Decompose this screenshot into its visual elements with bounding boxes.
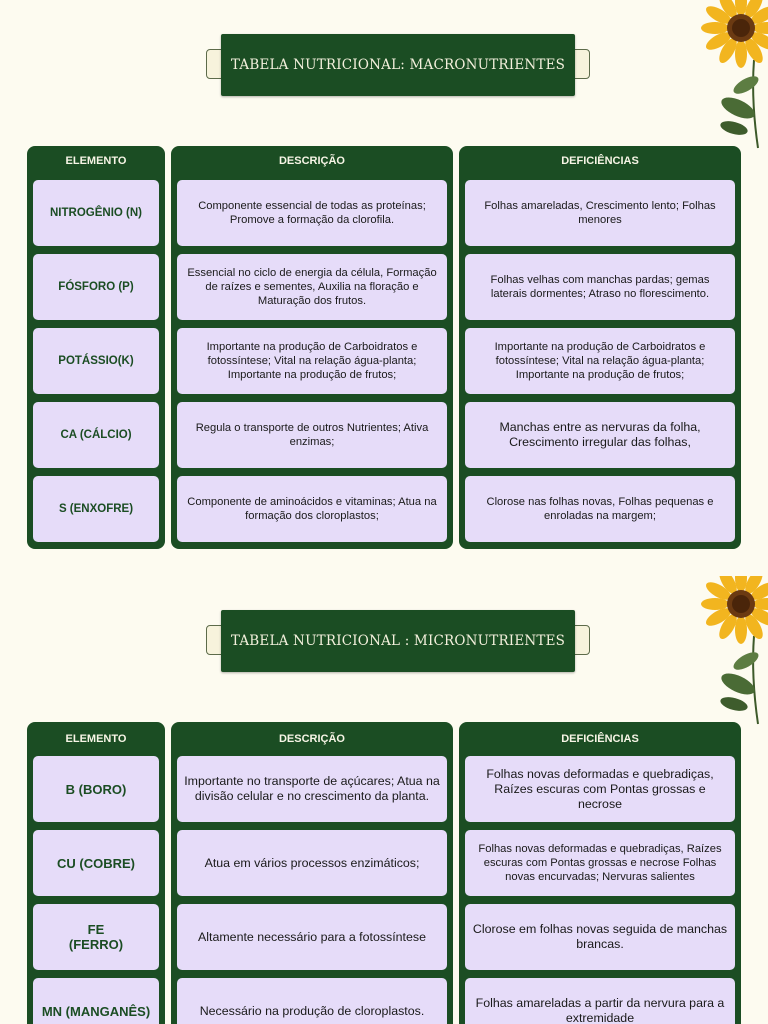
macro-deficiency-column <box>459 146 741 549</box>
sunflower-icon <box>696 0 768 150</box>
macro-element-column <box>27 146 165 549</box>
micro-title: TABELA NUTRICIONAL : MICRONUTRIENTES <box>221 610 575 672</box>
micro-description-cell: Altamente necessário para a fotossíntese <box>177 904 447 970</box>
macro-description-header: DESCRIÇÃO <box>278 155 345 167</box>
macro-deficiency-cell: Manchas entre as nervuras da folha, Crescimento irregular das folhas, <box>465 402 735 468</box>
micro-element-header: ELEMENTO <box>65 733 127 745</box>
macro-deficiency-cell: Folhas amareladas, Crescimento lento; Folhas menores <box>465 180 735 246</box>
micro-deficiency-cell: Clorose em folhas novas seguida de manchas brancas. <box>465 904 735 970</box>
macro-element-cell: FÓSFORO (P) <box>33 254 159 320</box>
macro-title: TABELA NUTRICIONAL: MACRONUTRIENTES <box>221 34 575 96</box>
macro-description-cell: Essencial no ciclo de energia da célula, Formação de raízes e sementes, Auxilia na floração e Maturação dos frutos. <box>177 254 447 320</box>
micro-deficiency-header: DEFICIÊNCIAS <box>561 733 639 745</box>
macro-element-cell: S (ENXOFRE) <box>33 476 159 542</box>
micro-description-cell: Necessário na produção de cloroplastos. <box>177 978 447 1024</box>
sunflower-icon <box>696 576 768 726</box>
macro-deficiency-header: DEFICIÊNCIAS <box>561 155 639 167</box>
macro-deficiency-cell: Clorose nas folhas novas, Folhas pequenas e enroladas na margem; <box>465 476 735 542</box>
macro-description-cell: Componente de aminoácidos e vitaminas; Atua na formação dos cloroplastos; <box>177 476 447 542</box>
macro-description-cell: Importante na produção de Carboidratos e fotossíntese; Vital na relação água-planta; Importante na produção de frutos; <box>177 328 447 394</box>
micro-description-column <box>171 722 453 1024</box>
macro-description-column <box>171 146 453 549</box>
micro-element-cell: FE (FERRO) <box>33 904 159 970</box>
micro-deficiency-column <box>459 722 741 1024</box>
macro-element-cell: POTÁSSIO(K) <box>33 328 159 394</box>
micro-element-cell: MN (MANGANÊS) <box>33 978 159 1024</box>
macro-deficiency-cell: Importante na produção de Carboidratos e fotossíntese; Vital na relação água-planta; Importante na produção de frutos; <box>465 328 735 394</box>
micro-element-column <box>27 722 165 1024</box>
macro-description-cell: Regula o transporte de outros Nutrientes; Ativa enzimas; <box>177 402 447 468</box>
macro-description-cell: Componente essencial de todas as proteínas; Promove a formação da clorofila. <box>177 180 447 246</box>
micro-deficiency-cell: Folhas amareladas a partir da nervura para a extremidade <box>465 978 735 1024</box>
micro-description-cell: Atua em vários processos enzimáticos; <box>177 830 447 896</box>
micro-element-cell: B (BORO) <box>33 756 159 822</box>
micro-element-cell: CU (COBRE) <box>33 830 159 896</box>
micro-deficiency-cell: Folhas novas deformadas e quebradiças, Raízes escuras com Pontas grossas e necrose <box>465 756 735 822</box>
macro-element-header: ELEMENTO <box>65 155 127 167</box>
macro-deficiency-cell: Folhas velhas com manchas pardas; gemas laterais dormentes; Atraso no florescimento. <box>465 254 735 320</box>
micro-description-cell: Importante no transporte de açúcares; Atua na divisão celular e no crescimento da planta. <box>177 756 447 822</box>
micro-description-header: DESCRIÇÃO <box>278 733 345 745</box>
micro-deficiency-cell: Folhas novas deformadas e quebradiças, Raízes escuras com Pontas grossas e necrose Folhas novas encurvadas; Nervuras salientes <box>465 830 735 896</box>
macro-element-cell: CA (CÁLCIO) <box>33 402 159 468</box>
macro-element-cell: NITROGÊNIO (N) <box>33 180 159 246</box>
